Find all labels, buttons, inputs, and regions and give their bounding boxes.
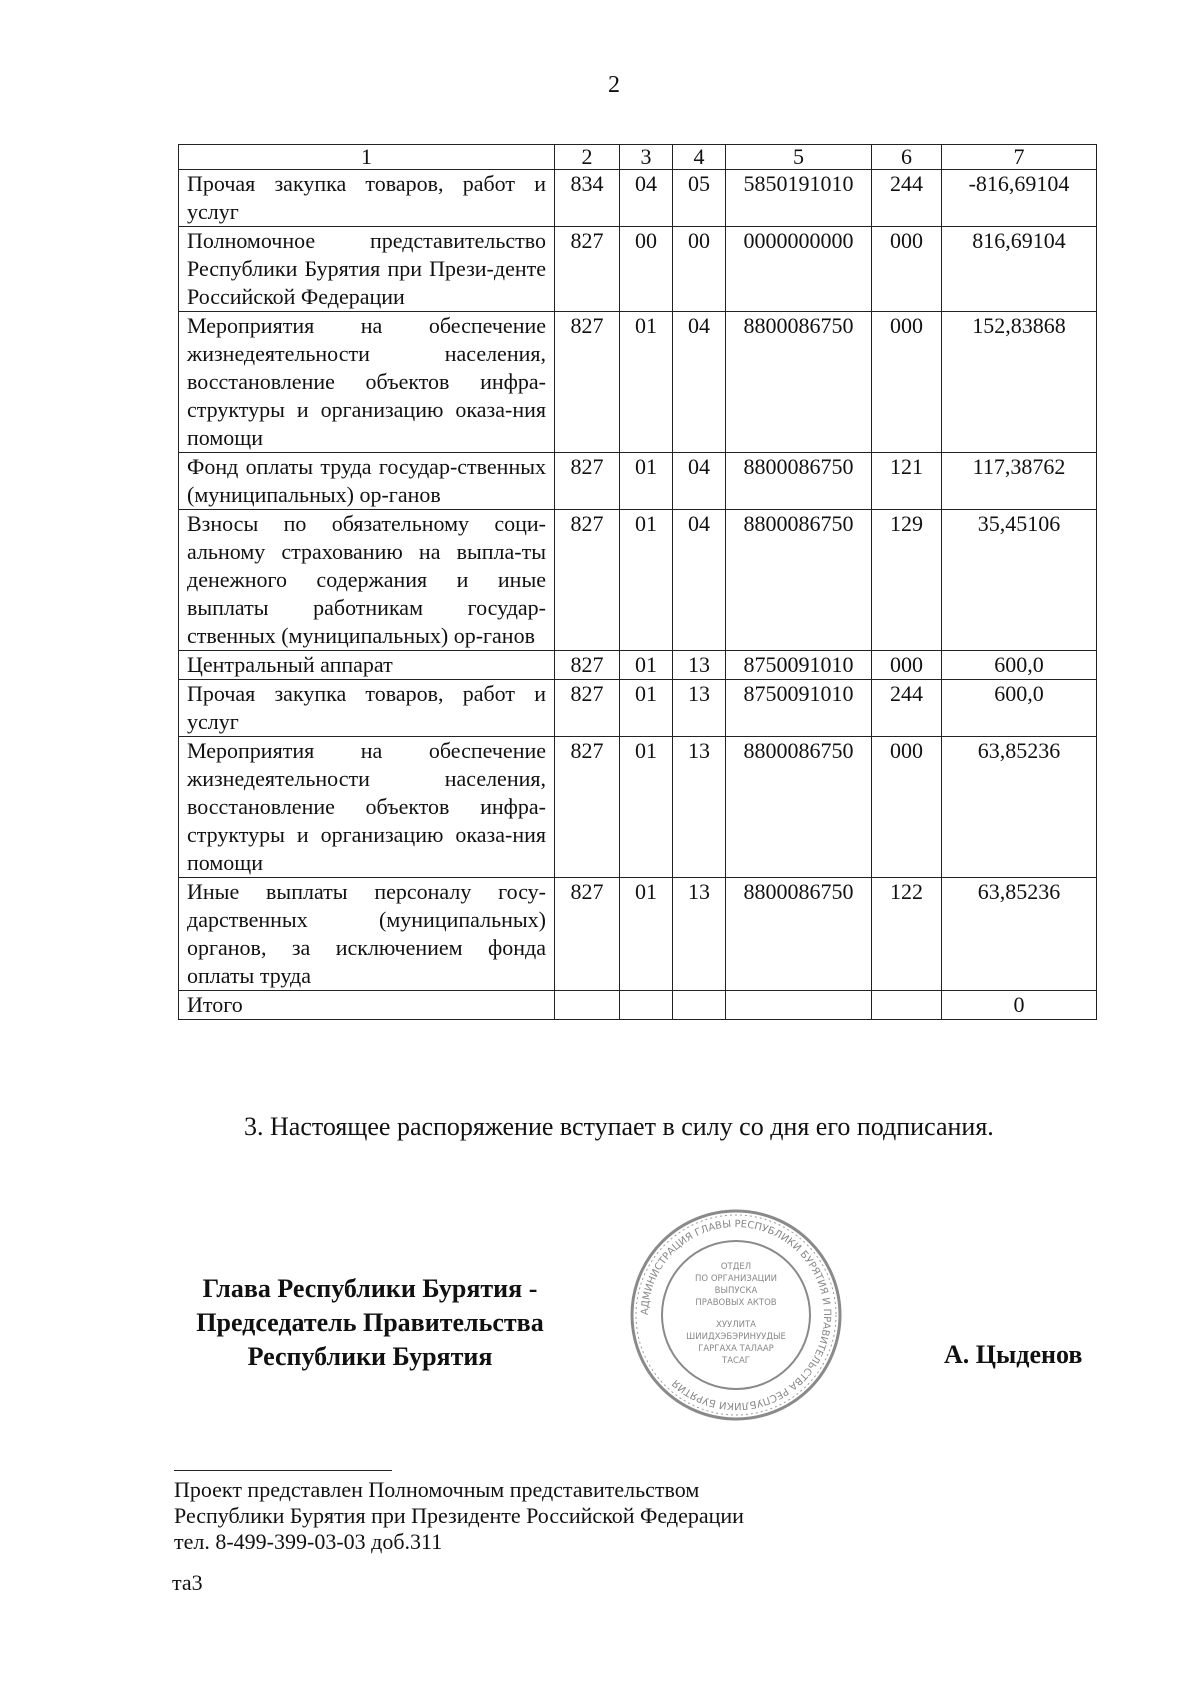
- column-header: 2: [555, 145, 620, 170]
- cell-col3: 01: [620, 878, 673, 991]
- table-row: [179, 453, 1097, 510]
- cell-col5: [726, 991, 872, 1020]
- cell-col6: 121: [872, 453, 942, 510]
- cell-col3: 01: [620, 510, 673, 651]
- cell-col3: 00: [620, 227, 673, 312]
- signer-name: А. Цыденов: [944, 1340, 1083, 1369]
- column-header: 1: [179, 145, 555, 170]
- row-name: Итого: [179, 991, 555, 1020]
- signature-title-line: Глава Республики Бурятия -: [202, 1274, 538, 1303]
- cell-col2: 827: [555, 651, 620, 680]
- cell-col5: 8800086750: [726, 453, 872, 510]
- cell-col3: 01: [620, 651, 673, 680]
- seal-outer-ring: [632, 1211, 840, 1419]
- cell-amount: 63,85236: [942, 737, 1097, 878]
- seal-dotted-ring: [636, 1215, 836, 1415]
- cell-amount: 600,0: [942, 651, 1097, 680]
- cell-amount: 816,69104: [942, 227, 1097, 312]
- cell-col2: 827: [555, 878, 620, 991]
- cell-col4: 04: [673, 312, 726, 453]
- cell-amount: 117,38762: [942, 453, 1097, 510]
- table-row: [179, 510, 1097, 651]
- document-code: та3: [172, 1570, 203, 1595]
- cell-col6: 000: [872, 737, 942, 878]
- table-row: [179, 651, 1097, 680]
- footnote-divider: [174, 1470, 392, 1471]
- cell-col6: 129: [872, 510, 942, 651]
- cell-col3: 01: [620, 737, 673, 878]
- cell-amount: 63,85236: [942, 878, 1097, 991]
- cell-col2: [555, 991, 620, 1020]
- row-name: Прочая закупка товаров, работ и услуг: [179, 170, 555, 227]
- footnote-line: тел. 8-499-399-03-03 доб.311: [174, 1529, 443, 1554]
- cell-col6: 244: [872, 170, 942, 227]
- cell-col2: 827: [555, 680, 620, 737]
- seal-inner-line: ШИИДХЭБЭРИНУУДЫЕ: [686, 1332, 786, 1342]
- cell-col4: 13: [673, 878, 726, 991]
- table-row: [179, 312, 1097, 453]
- cell-col3: [620, 991, 673, 1020]
- cell-col4: 13: [673, 680, 726, 737]
- table-row: [179, 737, 1097, 878]
- cell-col4: 05: [673, 170, 726, 227]
- cell-col2: 827: [555, 737, 620, 878]
- table-header-row: [179, 145, 1097, 170]
- cell-amount: -816,69104: [942, 170, 1097, 227]
- signature-block: [160, 1272, 580, 1374]
- cell-col3: 04: [620, 170, 673, 227]
- column-header: 3: [620, 145, 673, 170]
- cell-col3: 01: [620, 453, 673, 510]
- seal-inner-line: ПО ОРГАНИЗАЦИИ: [695, 1274, 777, 1284]
- cell-col4: [673, 991, 726, 1020]
- cell-col4: 04: [673, 510, 726, 651]
- official-seal-stamp: [626, 1205, 846, 1425]
- table-row: [179, 680, 1097, 737]
- cell-col5: 8800086750: [726, 737, 872, 878]
- budget-table: [178, 144, 1097, 1020]
- row-name: Фонд оплаты труда государ-ственных (муниципальных) ор-ганов: [179, 453, 555, 510]
- cell-col6: 244: [872, 680, 942, 737]
- signature-title-line: Председатель Правительства: [196, 1308, 544, 1337]
- clause-text: 3. Настоящее распоряжение вступает в силу со дня его подписания.: [244, 1112, 994, 1141]
- cell-col6: 000: [872, 651, 942, 680]
- cell-col2: 827: [555, 227, 620, 312]
- cell-col6: 122: [872, 878, 942, 991]
- seal-inner-line: ТАСАГ: [722, 1356, 750, 1366]
- seal-inner-line: ПРАВОВЫХ АКТОВ: [695, 1298, 777, 1308]
- row-name: Прочая закупка товаров, работ и услуг: [179, 680, 555, 737]
- seal-inner-line: ГАРГАХА ТАЛААР: [698, 1344, 774, 1354]
- table-total-row: [179, 991, 1097, 1020]
- cell-col2: 827: [555, 510, 620, 651]
- cell-col5: 8750091010: [726, 651, 872, 680]
- page-number: 2: [608, 72, 620, 98]
- cell-col5: 8750091010: [726, 680, 872, 737]
- cell-amount: 600,0: [942, 680, 1097, 737]
- cell-col4: 13: [673, 737, 726, 878]
- cell-col5: 8800086750: [726, 312, 872, 453]
- footnote-line: Республики Бурятия при Президенте Российской Федерации: [174, 1503, 744, 1528]
- cell-col6: 000: [872, 227, 942, 312]
- row-name: Центральный аппарат: [179, 651, 555, 680]
- cell-col5: 5850191010: [726, 170, 872, 227]
- row-name: Мероприятия на обеспечение жизнедеятельности населения, восстановление объектов инфра-структуры и организацию оказа-ния помощи: [179, 737, 555, 878]
- column-header: 4: [673, 145, 726, 170]
- cell-col5: 8800086750: [726, 510, 872, 651]
- row-name: Мероприятия на обеспечение жизнедеятельности населения, восстановление объектов инфра-структуры и организацию оказа-ния помощи: [179, 312, 555, 453]
- cell-col6: 000: [872, 312, 942, 453]
- cell-total-amount: 0: [942, 991, 1097, 1020]
- signature-title-line: Республики Бурятия: [247, 1342, 493, 1371]
- cell-col5: 0000000000: [726, 227, 872, 312]
- row-name: Полномочное представительство Республики Бурятия при Прези-денте Российской Федерации: [179, 227, 555, 312]
- column-header: 6: [872, 145, 942, 170]
- cell-col4: 04: [673, 453, 726, 510]
- seal-inner-line: ОТДЕЛ: [720, 1262, 752, 1272]
- footnote: [174, 1477, 744, 1555]
- cell-col2: 827: [555, 453, 620, 510]
- row-name: Взносы по обязательному соци-альному страхованию на выпла-ты денежного содержания и иные выплаты работникам государ-ственных (муниципальных) ор-ганов: [179, 510, 555, 651]
- cell-amount: 152,83868: [942, 312, 1097, 453]
- cell-col3: 01: [620, 312, 673, 453]
- footnote-line: Проект представлен Полномочным представительством: [174, 1477, 700, 1502]
- table-row: [179, 878, 1097, 991]
- seal-inner-line: ХУУЛИТА: [716, 1320, 756, 1330]
- cell-col5: 8800086750: [726, 878, 872, 991]
- cell-col3: 01: [620, 680, 673, 737]
- row-name: Иные выплаты персоналу госу-дарственных (муниципальных) органов, за исключением фонда оплаты труда: [179, 878, 555, 991]
- column-header: 5: [726, 145, 872, 170]
- seal-outer-text: АДМИНИСТРАЦИЯ ГЛАВЫ РЕСПУБЛИКИ БУРЯТИЯ И ПРАВИТЕЛЬСТВА РЕСПУБЛИКИ БУРЯТИЯ: [639, 1218, 833, 1412]
- cell-col6: [872, 991, 942, 1020]
- cell-col4: 13: [673, 651, 726, 680]
- table-row: [179, 170, 1097, 227]
- cell-col4: 00: [673, 227, 726, 312]
- cell-col2: 827: [555, 312, 620, 453]
- column-header: 7: [942, 145, 1097, 170]
- seal-inner-line: ВЫПУСКА: [714, 1286, 758, 1296]
- table-row: [179, 227, 1097, 312]
- cell-col2: 834: [555, 170, 620, 227]
- cell-amount: 35,45106: [942, 510, 1097, 651]
